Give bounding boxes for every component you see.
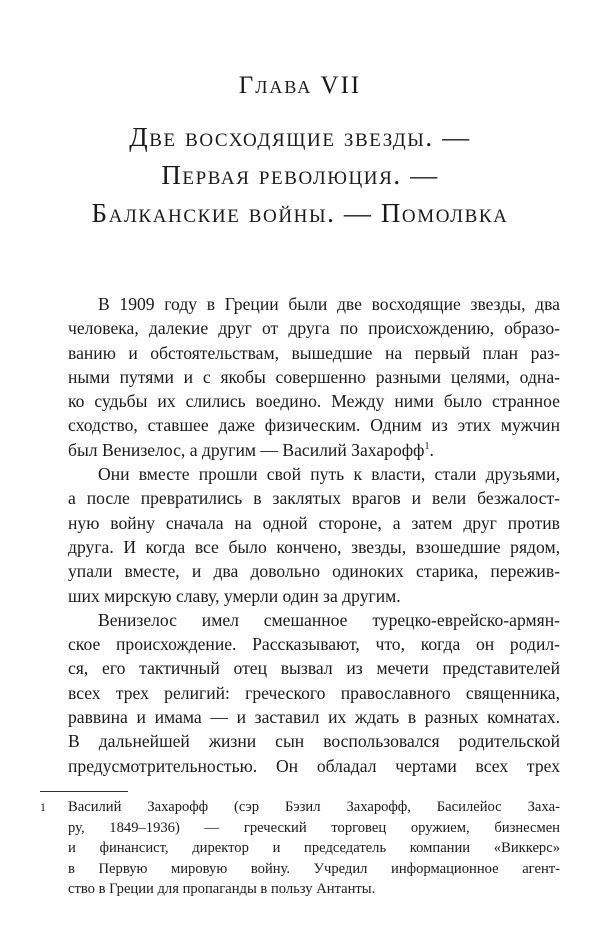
text-line: друга. И когда все было кончено, звезды, взошедшие рядом,	[68, 536, 560, 557]
text-line: ванию и обстоятельствам, вышедшие на первый план раз-	[68, 342, 560, 363]
text-line: человека, далекие друг от друга по происхождению, образо-	[68, 318, 560, 339]
footnote-number: 1	[40, 800, 46, 814]
text-line: Они вместе прошли свой путь к власти, стали друзьями,	[98, 464, 560, 485]
text-line: сходство, ставшее даже физическим. Одним из этих мужчин	[68, 415, 560, 436]
chapter-title-line: Две восходящие звезды. —	[129, 122, 471, 152]
text-line: ское происхождение. Рассказывают, что, когда он родил-	[68, 634, 560, 655]
text-line: В дальнейшей жизни сын воспользовался родительской	[68, 731, 560, 752]
chapter-title-line: Балканские войны. — Помолвка	[91, 198, 509, 228]
text-line: всех трех религий: греческого православного священника,	[68, 682, 560, 703]
paragraph	[68, 608, 560, 778]
chapter-heading: Глава VII	[238, 72, 362, 99]
text-line: был Венизелос, а другим — Василий Захарофф$^1$.	[68, 439, 434, 460]
footnote-text	[68, 797, 560, 900]
footnote-line: Василий Захарофф (сэр Бэзил Захарофф, Басилейос Захa-	[68, 799, 560, 815]
footnote-line: ру, 1849–1936) — греческий торговец оружием, бизнесмен	[68, 819, 560, 836]
footnote-line: и финансист, директор и председатель компании «Виккерс»	[68, 840, 560, 856]
text-line: а после превратились в заклятых врагов и вели безжалост-	[68, 488, 560, 509]
text-line: Венизелос имел смешанное турецко-еврейско-армян-	[98, 609, 560, 630]
text-line: ся, его тактичный отец вызвал из мечети представителей	[68, 658, 560, 679]
footnote-line: в Первую мировую войну. Учредил информационное агент-	[68, 860, 560, 877]
text-line: В 1909 году в Греции были две восходящие звезды, два	[98, 294, 560, 314]
paragraph	[68, 292, 560, 462]
chapter-title-line: Первая революция. —	[161, 160, 439, 190]
text-line: упали вместе, и два довольно одиноких старика, пережив-	[68, 561, 560, 582]
body-text	[68, 292, 560, 778]
paragraph	[68, 462, 560, 608]
text-line: ших мирскую славу, умерли один за другим.	[68, 585, 401, 606]
text-line: предусмотрительностью. Он обладал чертами всех трех	[68, 755, 560, 776]
footnote-reference[interactable]: 1	[424, 440, 430, 452]
chapter-title	[0, 118, 600, 232]
text-line: ную войну сначала на одной стороне, а затем друг против	[68, 512, 560, 533]
footnote-line: ство в Греции для пропаганды в пользу Антанты.	[68, 881, 376, 897]
footnote-divider	[40, 791, 128, 792]
text-line: раввина и имама — и заставил их ждать в разных комнатах.	[68, 707, 560, 728]
text-line: ными путями и с якобы совершенно разными целями, одна-	[68, 366, 560, 387]
text-line-content: был Венизелос, а другим — Василий Захарофф	[68, 439, 425, 460]
text-line: ко судьбы их слились воедино. Между ними было странное	[68, 391, 560, 412]
